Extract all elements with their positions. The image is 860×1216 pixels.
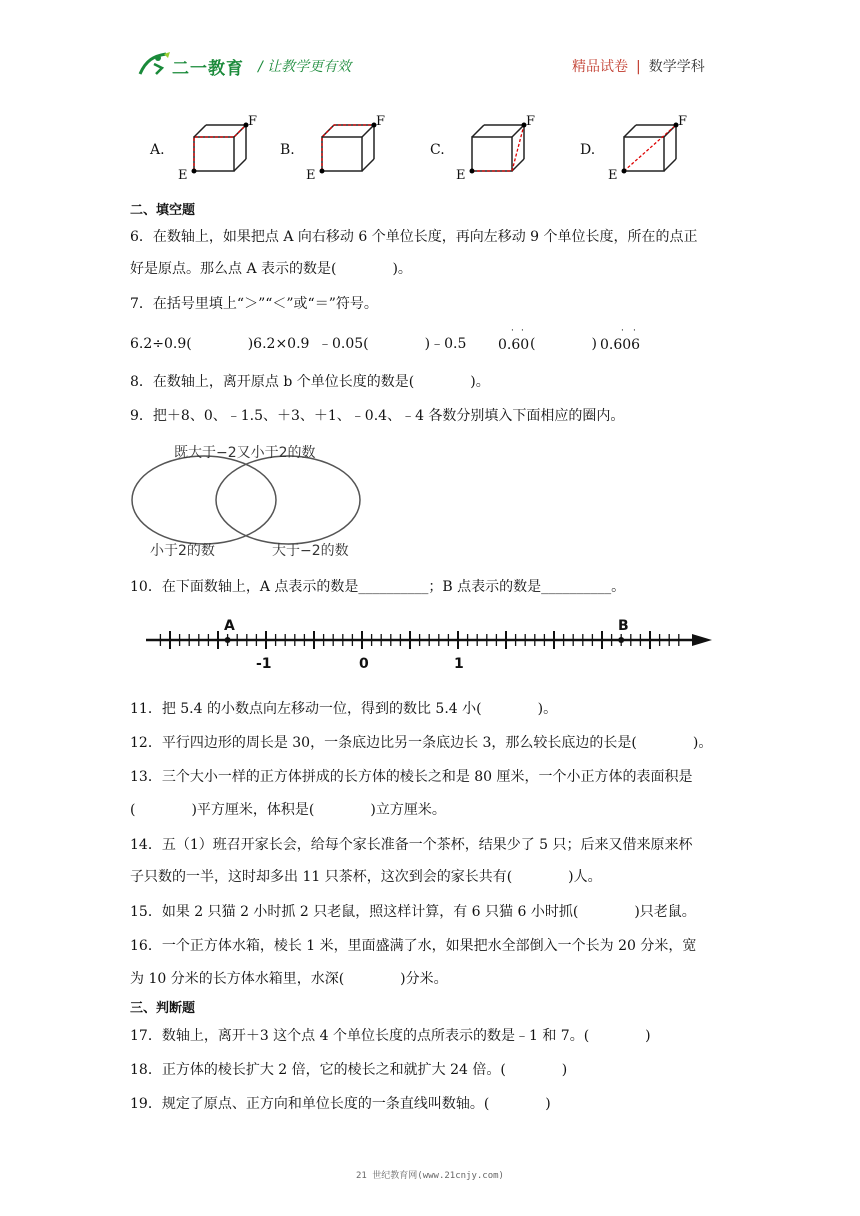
q16-line1: 16．一个正方体水箱，棱长 1 米，里面盛满了水，如果把水全部倒入一个长为 20 分米，宽 [130, 938, 697, 954]
header-right [572, 56, 705, 76]
option-c-label: C. [430, 142, 445, 158]
q17-text: 17．数轴上，离开＋3 这个点 4 个单位长度的点所表示的数是﹣1 和 7。( ) [130, 1028, 651, 1044]
q7-repeat-dot-2: · [521, 326, 524, 336]
axis-arrow-icon [692, 634, 712, 646]
q7-repeat-dot-1: · [511, 326, 514, 336]
option-b-label: B. [280, 142, 295, 158]
q12-text: 12．平行四边形的周长是 30，一条底边比另一条底边长 3，那么较长底边的长是( )。 [130, 735, 713, 751]
axis-label-one: 1 [454, 656, 464, 672]
q7-repeat-dot-4: · [633, 326, 636, 336]
q7-item3-right: 0.606 [600, 337, 641, 353]
label-f-c: F [526, 114, 536, 129]
q13-line1: 13．三个大小一样的正方体拼成的长方体的棱长之和是 80 厘米，一个小正方体的表面积是 [130, 769, 693, 785]
option-d-label: D. [580, 142, 596, 158]
cube-c-diagram [454, 112, 534, 188]
venn-top-label: 既大于−2又小于2的数 [174, 445, 316, 461]
axis-label-b: B [618, 618, 629, 634]
q16-line2: 为 10 分米的长方体水箱里，水深( )分米。 [130, 971, 448, 987]
subject-label: 数学学科 [648, 59, 705, 75]
axis-label-zero: 0 [359, 656, 369, 672]
quality-label: 精品试卷 [572, 59, 628, 75]
label-e-d: E [608, 168, 618, 183]
axis-label-minus1: -1 [256, 656, 272, 672]
q15-text: 15．如果 2 只猫 2 小时抓 2 只老鼠，照这样计算，有 6 只猫 6 小时抓( )只老鼠。 [130, 904, 696, 920]
venn-right-label: 大于−2的数 [272, 543, 349, 559]
slogan: / 让教学更有效 [258, 59, 352, 75]
q6-line1: 6．在数轴上，如果把点 A 向右移动 6 个单位长度，再向左移动 9 个单位长度，所在的点正 [130, 229, 698, 245]
axis-label-a: A [224, 618, 235, 634]
q7-item3-left: 0.60 [498, 337, 530, 353]
q7-item3-mid: ( ) [530, 336, 597, 352]
q7-repeat-dot-3: · [621, 326, 624, 336]
header-separator: | [636, 59, 641, 75]
q10-text: 10．在下面数轴上，A 点表示的数是__________；B 点表示的数是__________。 [130, 579, 626, 595]
footer: 21 世纪教育网(www.21cnjy.com) [356, 1171, 504, 1181]
label-f-b: F [376, 114, 386, 129]
label-e-a: E [178, 168, 188, 183]
section-judge-title: 三、判断题 [130, 1001, 196, 1016]
q7-item2: ﹣0.05( )﹣0.5 [318, 336, 467, 352]
q13-line2: ( )平方厘米，体积是( )立方厘米。 [130, 802, 446, 818]
q8-text: 8．在数轴上，离开原点 b 个单位长度的数是( )。 [130, 374, 490, 390]
q14-line2: 子只数的一半，这时却多出 11 只茶杯，这次到会的家长共有( )人。 [130, 869, 602, 885]
q11-text: 11．把 5.4 的小数点向左移动一位，得到的数比 5.4 小( )。 [130, 701, 558, 717]
q7-text: 7．在括号里填上“＞”“＜”或“＝”符号。 [130, 296, 378, 312]
section-fill-blank-title: 二、填空题 [130, 203, 196, 218]
q6-line2: 好是原点。那么点 A 表示的数是( )。 [130, 261, 412, 277]
venn-left-label: 小于2的数 [150, 543, 215, 559]
q18-text: 18．正方体的棱长扩大 2 倍，它的棱长之和就扩大 24 倍。( ) [130, 1062, 568, 1078]
brand-name: 二一教育 [172, 59, 244, 79]
cube-b-diagram [304, 112, 384, 188]
option-a-label: A. [150, 142, 165, 158]
point-b-dot [618, 637, 624, 643]
brand-logo-icon [136, 50, 172, 78]
label-f-a: F [248, 114, 258, 129]
q9-text: 9．把＋8、0、﹣1.5、＋3、＋1、﹣0.4、﹣4 各数分别填入下面相应的圈内。 [130, 408, 625, 424]
label-f-d: F [678, 114, 688, 129]
q19-text: 19．规定了原点、正方向和单位长度的一条直线叫数轴。( ) [130, 1096, 551, 1112]
cube-d-diagram [606, 112, 686, 188]
label-e-c: E [456, 168, 466, 183]
q7-item1: 6.2÷0.9( )6.2×0.9 [130, 336, 310, 352]
label-e-b: E [306, 168, 316, 183]
cube-a-diagram [176, 112, 256, 188]
point-a-dot [225, 637, 231, 643]
q14-line1: 14．五（1）班召开家长会，给每个家长准备一个茶杯，结果少了 5 只；后来又借来原来杯 [130, 837, 693, 853]
